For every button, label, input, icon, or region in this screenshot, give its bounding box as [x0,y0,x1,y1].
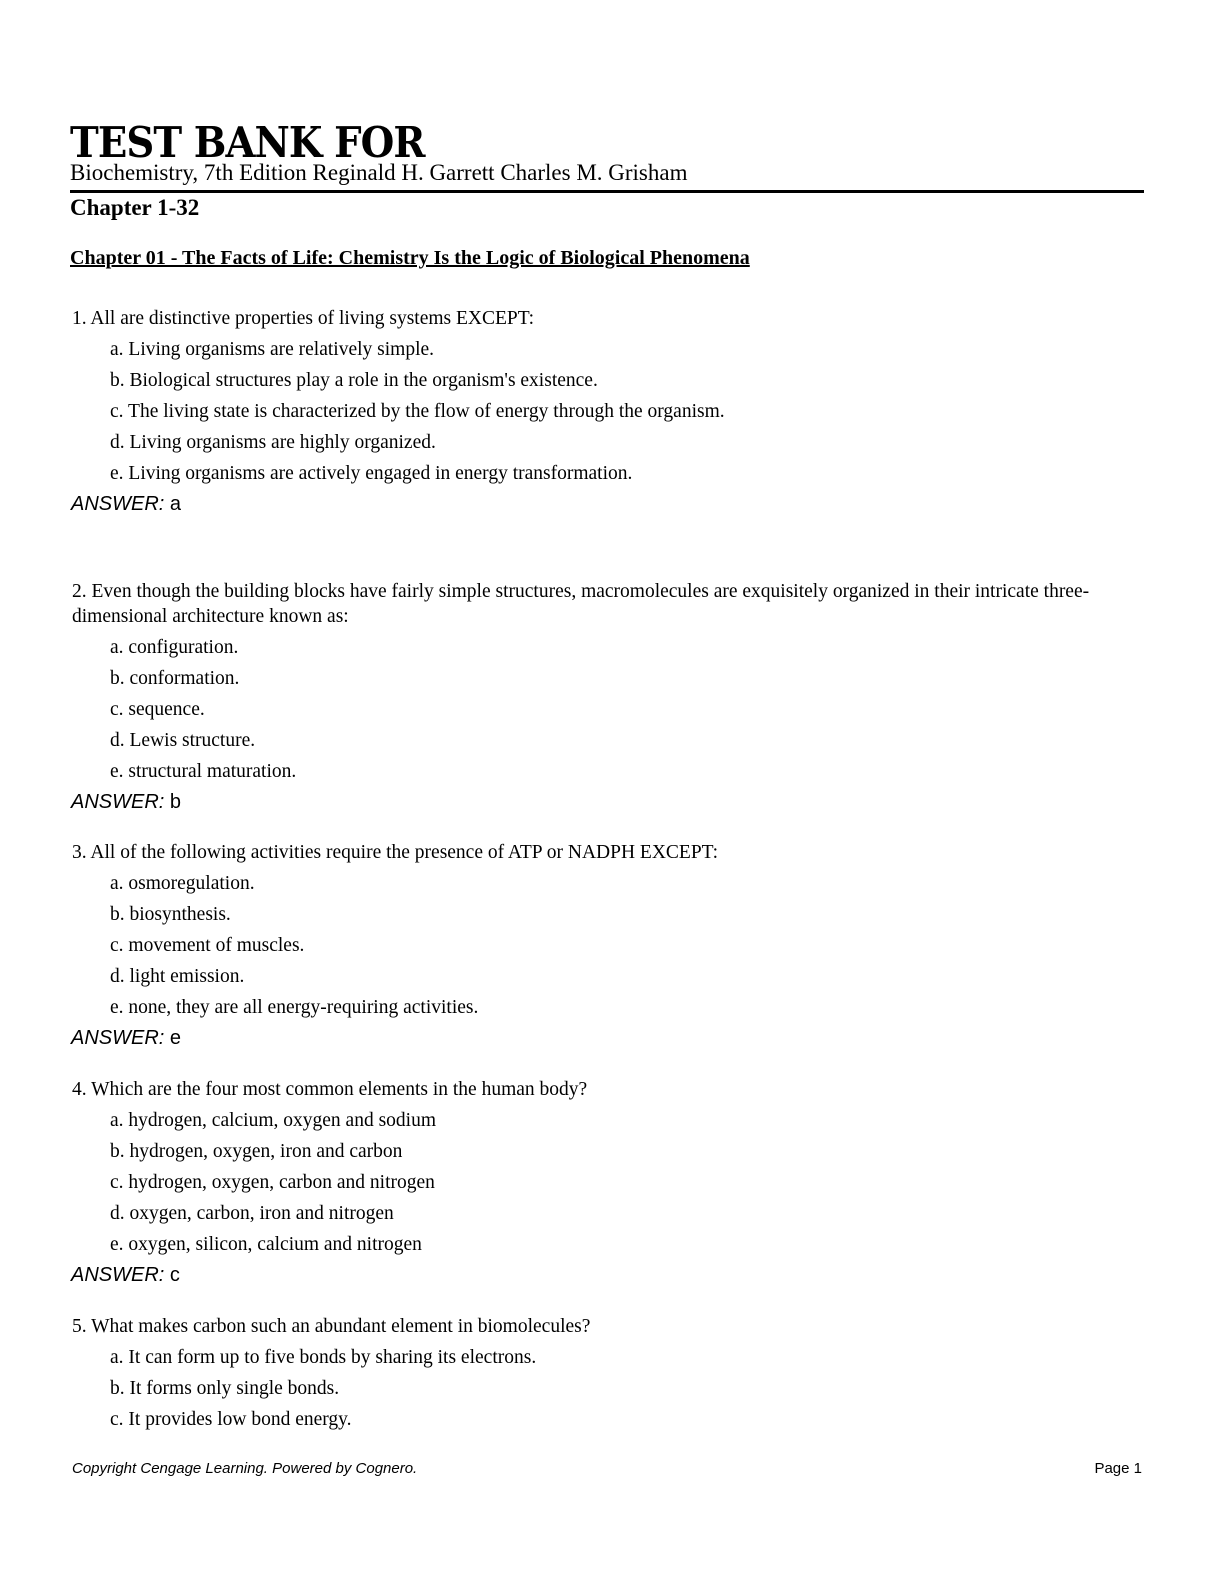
answer-option: d. Living organisms are highly organized. [110,432,436,453]
answer-line [71,1260,1152,1291]
answer-label: ANSWER: [71,493,165,515]
answer-option: a. Living organisms are relatively simple. [110,339,435,360]
question-text: 1. All are distinctive properties of living systems EXCEPT: [72,308,535,329]
question-block [72,1314,1152,1435]
answer-value: e [169,1027,182,1049]
answer-value: b [169,791,182,813]
answer-option: c. The living state is characterized by the flow of energy through the organism. [110,401,725,422]
question-block [72,579,1152,818]
answer-option: d. oxygen, carbon, iron and nitrogen [110,1203,394,1224]
answer-option: e. structural maturation. [110,761,297,782]
answer-value: c [169,1264,180,1286]
question-text: 5. What makes carbon such an abundant element in biomolecules? [72,1316,591,1337]
question-block [72,1077,1152,1291]
answer-option: e. none, they are all energy-requiring activities. [110,997,479,1018]
answer-option: c. movement of muscles. [110,935,305,956]
answer-label: ANSWER: [71,791,165,813]
answer-line [71,787,1152,818]
question-text: 3. All of the following activities require the presence of ATP or NADPH EXCEPT: [72,842,719,863]
chapter-range: Chapter 1-32 [70,195,200,220]
answer-option: b. conformation. [110,668,240,689]
chapter-heading: Chapter 01 - The Facts of Life: Chemistry Is the Logic of Biological Phenomena [70,247,750,269]
answer-value: a [169,493,182,515]
question-block [72,306,1152,520]
book-subtitle: Biochemistry, 7th Edition Reginald H. Garrett Charles M. Grisham [70,160,688,185]
answer-option: c. sequence. [110,699,205,720]
answer-option: d. Lewis structure. [110,730,256,751]
answer-label: ANSWER: [71,1264,165,1286]
answer-option: a. hydrogen, calcium, oxygen and sodium [110,1110,437,1131]
answer-option: e. Living organisms are actively engaged in energy transformation. [110,463,633,484]
answer-line [71,489,1152,520]
answer-option: c. hydrogen, oxygen, carbon and nitrogen [110,1172,435,1193]
answer-option: d. light emission. [110,966,245,987]
question-text: 4. Which are the four most common elements in the human body? [72,1079,588,1100]
question-text: 2. Even though the building blocks have fairly simple structures, macromolecules are exquisitely organized in their intricate three-dimensional architecture known as: [72,581,1090,627]
answer-option: b. It forms only single bonds. [110,1378,340,1399]
answer-option: b. hydrogen, oxygen, iron and carbon [110,1141,403,1162]
answer-option: a. It can form up to five bonds by sharing its electrons. [110,1347,537,1368]
answer-option: c. It provides low bond energy. [110,1409,352,1430]
document-title: TEST BANK FOR [70,118,425,167]
answer-line [71,1023,1152,1054]
answer-label: ANSWER: [71,1027,165,1049]
answer-option: b. Biological structures play a role in the organism's existence. [110,370,598,391]
answer-option: a. configuration. [110,637,239,658]
header-divider [70,190,1144,193]
answer-option: b. biosynthesis. [110,904,231,925]
question-block [72,840,1152,1054]
answer-option: e. oxygen, silicon, calcium and nitrogen [110,1234,422,1255]
footer-copyright: Copyright Cengage Learning. Powered by Cognero. [72,1460,418,1477]
footer-page-number: Page 1 [1094,1460,1142,1477]
answer-option: a. osmoregulation. [110,873,255,894]
